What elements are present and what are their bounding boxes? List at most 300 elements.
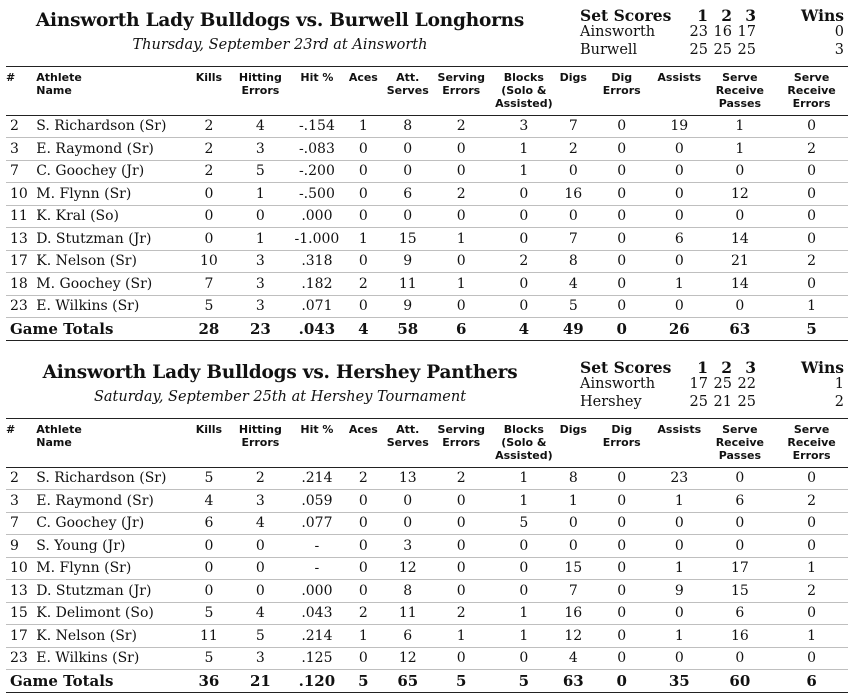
team-wins: 3 (834, 42, 844, 58)
stat-cell: 0 (775, 647, 848, 670)
stat-cell: 5 (188, 467, 230, 490)
athlete-name: K. Delimont (So) (36, 602, 187, 625)
stat-cell: -.500 (291, 183, 343, 206)
team-name: Ainsworth (580, 376, 656, 392)
stats-table (6, 67, 848, 341)
athlete-name: S. Richardson (Sr) (36, 115, 187, 138)
stat-cell: 1 (654, 273, 704, 296)
total-cell: 28 (188, 318, 230, 341)
stat-cell: 4 (557, 647, 589, 670)
stat-cell: 12 (705, 183, 776, 206)
stat-cell: 7 (557, 580, 589, 603)
set-scores-label: Set Scores (580, 358, 672, 377)
stat-cell: 1 (654, 557, 704, 580)
player-row (6, 273, 848, 296)
stat-cell: 1 (343, 228, 383, 251)
total-cell: 0 (589, 318, 654, 341)
set-score: 22 (737, 376, 756, 392)
stat-cell: .318 (291, 250, 343, 273)
stat-cell: 0 (343, 295, 383, 318)
stat-cell: 1 (230, 183, 291, 206)
stat-cell: 0 (775, 205, 848, 228)
player-row (6, 490, 848, 513)
stat-cell: 2 (775, 138, 848, 161)
stat-cell: 15 (557, 557, 589, 580)
column-header: Dig Errors (589, 67, 654, 115)
set-scores-team-row (575, 24, 850, 42)
athlete-name: E. Wilkins (Sr) (36, 295, 187, 318)
stat-cell: 4 (230, 512, 291, 535)
column-header: Dig Errors (589, 419, 654, 467)
stat-cell: .043 (291, 602, 343, 625)
total-cell: 5 (775, 318, 848, 341)
column-header: Kills (188, 67, 230, 115)
stat-cell: 4 (557, 273, 589, 296)
stat-cell: 0 (557, 535, 589, 558)
column-header: Digs (557, 67, 589, 115)
column-header: # (6, 419, 36, 467)
stat-cell: 0 (188, 535, 230, 558)
stat-cell: 13 (384, 467, 432, 490)
column-header: # (6, 67, 36, 115)
stat-cell: 0 (589, 183, 654, 206)
total-cell: 65 (384, 670, 432, 693)
team-wins: 1 (834, 376, 844, 392)
game-totals-row (6, 318, 848, 341)
team-wins: 2 (834, 394, 844, 410)
game-title: Ainsworth Lady Bulldogs vs. Hershey Panthers (42, 362, 518, 383)
player-number: 15 (6, 602, 36, 625)
set-scores-box (575, 358, 850, 412)
player-row (6, 295, 848, 318)
stat-cell: 0 (589, 228, 654, 251)
set-score: 23 (689, 24, 708, 40)
stat-cell: .125 (291, 647, 343, 670)
stat-cell: 3 (230, 295, 291, 318)
stat-cell: 0 (432, 205, 491, 228)
stat-cell: 0 (343, 580, 383, 603)
stat-cell: 0 (654, 250, 704, 273)
column-header: Serve Receive Errors (775, 419, 848, 467)
set-number: 2 (721, 358, 732, 377)
stat-cell: 8 (557, 250, 589, 273)
stat-cell: 2 (491, 250, 558, 273)
stat-cell: 3 (491, 115, 558, 138)
stat-cell: -.083 (291, 138, 343, 161)
stat-cell: 0 (343, 490, 383, 513)
column-header: Serve Receive Passes (705, 419, 776, 467)
stat-cell: 0 (589, 138, 654, 161)
stat-cell: 5 (188, 647, 230, 670)
stat-cell: 6 (188, 512, 230, 535)
total-cell: .120 (291, 670, 343, 693)
player-row (6, 228, 848, 251)
player-row (6, 205, 848, 228)
stat-cell: 0 (343, 183, 383, 206)
player-number: 13 (6, 228, 36, 251)
stat-cell: 0 (343, 557, 383, 580)
set-scores-team-row (575, 42, 850, 60)
athlete-name: C. Goochey (Jr) (36, 160, 187, 183)
stat-cell: 5 (230, 160, 291, 183)
column-header: Blocks (Solo & Assisted) (491, 67, 558, 115)
stat-cell: 0 (589, 557, 654, 580)
stat-cell: - (291, 557, 343, 580)
stat-cell: 0 (775, 115, 848, 138)
stat-cell: 0 (589, 512, 654, 535)
set-score: 25 (737, 42, 756, 58)
stat-cell: 0 (432, 647, 491, 670)
athlete-name: E. Wilkins (Sr) (36, 647, 187, 670)
stat-cell: 5 (188, 295, 230, 318)
player-number: 7 (6, 512, 36, 535)
stat-cell: .214 (291, 625, 343, 648)
stat-cell: 0 (384, 205, 432, 228)
total-cell: 6 (432, 318, 491, 341)
player-row (6, 580, 848, 603)
stat-cell: 0 (432, 535, 491, 558)
stat-cell: 2 (432, 115, 491, 138)
athlete-name: D. Stutzman (Jr) (36, 580, 187, 603)
stat-cell: 5 (557, 295, 589, 318)
player-number: 18 (6, 273, 36, 296)
total-cell: 0 (589, 670, 654, 693)
totals-label: Game Totals (6, 318, 188, 341)
stat-cell: -.200 (291, 160, 343, 183)
stat-cell: 1 (654, 625, 704, 648)
stat-cell: 0 (384, 160, 432, 183)
stat-cell: 0 (557, 160, 589, 183)
stat-cell: 0 (589, 625, 654, 648)
player-row (6, 602, 848, 625)
stat-cell: 0 (432, 512, 491, 535)
stat-cell: 8 (557, 467, 589, 490)
wins-label: Wins (800, 6, 844, 25)
stat-cell: 4 (230, 115, 291, 138)
stat-cell: 1 (775, 625, 848, 648)
stat-cell: 0 (654, 183, 704, 206)
stat-cell: 0 (705, 467, 776, 490)
column-header: Assists (654, 67, 704, 115)
stat-cell: 0 (775, 602, 848, 625)
game-header (0, 0, 852, 66)
stat-cell: 0 (705, 512, 776, 535)
total-cell: .043 (291, 318, 343, 341)
stat-cell: 0 (589, 490, 654, 513)
total-cell: 6 (775, 670, 848, 693)
stat-cell: 0 (775, 467, 848, 490)
stat-cell: .214 (291, 467, 343, 490)
stat-cell: 9 (654, 580, 704, 603)
stat-cell: .000 (291, 580, 343, 603)
stat-cell: 0 (589, 647, 654, 670)
stat-cell: 7 (188, 273, 230, 296)
total-cell: 63 (705, 318, 776, 341)
set-score: 25 (713, 42, 732, 58)
stat-cell: 1 (557, 490, 589, 513)
column-header: Aces (343, 419, 383, 467)
athlete-name: D. Stutzman (Jr) (36, 228, 187, 251)
team-wins: 0 (834, 24, 844, 40)
player-row (6, 535, 848, 558)
total-cell: 5 (491, 670, 558, 693)
player-number: 2 (6, 115, 36, 138)
stat-cell: 12 (384, 647, 432, 670)
stat-cell: 0 (491, 580, 558, 603)
wins-label: Wins (800, 358, 844, 377)
stat-cell: .182 (291, 273, 343, 296)
stat-cell: 2 (188, 160, 230, 183)
stat-cell: 0 (589, 535, 654, 558)
stat-cell: 0 (654, 205, 704, 228)
stat-cell: 0 (654, 647, 704, 670)
stat-cell: 2 (343, 602, 383, 625)
player-number: 13 (6, 580, 36, 603)
game-date-location: Thursday, September 23rd at Ainsworth (132, 37, 428, 53)
team-name: Burwell (580, 42, 638, 58)
athlete-name: K. Nelson (Sr) (36, 625, 187, 648)
total-cell: 36 (188, 670, 230, 693)
stat-cell: 0 (557, 205, 589, 228)
stat-cell: 0 (654, 602, 704, 625)
set-scores-team-row (575, 376, 850, 394)
stat-cell: 5 (188, 602, 230, 625)
stat-cell: 14 (705, 228, 776, 251)
column-header: Digs (557, 419, 589, 467)
athlete-name: C. Goochey (Jr) (36, 512, 187, 535)
stat-cell: 0 (775, 183, 848, 206)
player-row (6, 250, 848, 273)
player-number: 9 (6, 535, 36, 558)
stat-cell: 21 (705, 250, 776, 273)
stat-cell: 23 (654, 467, 704, 490)
stat-cell: 0 (432, 295, 491, 318)
column-header: Hitting Errors (230, 67, 291, 115)
stat-cell: 0 (188, 228, 230, 251)
stat-cell: 1 (491, 490, 558, 513)
stat-cell: 0 (589, 205, 654, 228)
stat-cell: 0 (432, 490, 491, 513)
stat-cell: 1 (230, 228, 291, 251)
stat-cell: 11 (384, 273, 432, 296)
stat-cell: 17 (705, 557, 776, 580)
stat-cell: 0 (775, 535, 848, 558)
total-cell: 35 (654, 670, 704, 693)
set-number: 3 (745, 6, 756, 25)
total-cell: 49 (557, 318, 589, 341)
stat-cell: 0 (491, 205, 558, 228)
stat-cell: 15 (384, 228, 432, 251)
stat-cell: 0 (589, 467, 654, 490)
stat-cell: 0 (491, 295, 558, 318)
stat-cell: 0 (654, 138, 704, 161)
stat-cell: 1 (705, 138, 776, 161)
stat-cell: 2 (775, 250, 848, 273)
player-row (6, 115, 848, 138)
stat-cell: .000 (291, 205, 343, 228)
stat-cell: .077 (291, 512, 343, 535)
stat-cell: 2 (432, 602, 491, 625)
player-row (6, 647, 848, 670)
totals-label: Game Totals (6, 670, 188, 693)
stat-cell: 16 (557, 602, 589, 625)
stat-cell: 9 (384, 295, 432, 318)
stat-cell: 4 (230, 602, 291, 625)
stat-cell: 0 (589, 273, 654, 296)
stat-cell: 0 (343, 535, 383, 558)
total-cell: 5 (343, 670, 383, 693)
athlete-name: M. Goochey (Sr) (36, 273, 187, 296)
stat-cell: 0 (343, 250, 383, 273)
stat-cell: 0 (705, 160, 776, 183)
player-row (6, 183, 848, 206)
athlete-name: E. Raymond (Sr) (36, 490, 187, 513)
stat-cell: 0 (230, 205, 291, 228)
stat-cell: -1.000 (291, 228, 343, 251)
set-number: 1 (697, 6, 708, 25)
total-cell: 26 (654, 318, 704, 341)
game-section-hershey (0, 352, 852, 690)
stat-cell: 6 (705, 602, 776, 625)
stat-cell: 0 (432, 250, 491, 273)
stat-cell: 16 (705, 625, 776, 648)
stat-cell: 6 (654, 228, 704, 251)
player-number: 23 (6, 647, 36, 670)
stat-cell: 1 (775, 557, 848, 580)
stat-cell: 0 (654, 535, 704, 558)
stat-cell: 0 (705, 535, 776, 558)
stat-cell: 6 (705, 490, 776, 513)
stat-cell: 0 (432, 138, 491, 161)
total-cell: 23 (230, 318, 291, 341)
stat-cell: 3 (230, 273, 291, 296)
total-cell: 4 (343, 318, 383, 341)
stat-cell: 0 (654, 160, 704, 183)
stat-cell: .059 (291, 490, 343, 513)
stat-cell: 1 (491, 625, 558, 648)
stat-cell: 0 (343, 205, 383, 228)
stat-cell: 12 (384, 557, 432, 580)
stat-cell: 0 (188, 183, 230, 206)
column-header: Blocks (Solo & Assisted) (491, 419, 558, 467)
stat-cell: 2 (557, 138, 589, 161)
stats-header-row (6, 67, 848, 115)
stat-cell: 0 (589, 602, 654, 625)
stat-cell: 0 (384, 490, 432, 513)
stat-cell: 1 (491, 160, 558, 183)
stat-cell: 0 (589, 115, 654, 138)
total-cell: 60 (705, 670, 776, 693)
player-number: 17 (6, 625, 36, 648)
stat-cell: 10 (188, 250, 230, 273)
set-score: 25 (737, 394, 756, 410)
stat-cell: 1 (705, 115, 776, 138)
stat-cell: 7 (557, 228, 589, 251)
stat-cell: 5 (491, 512, 558, 535)
stat-cell: 14 (705, 273, 776, 296)
player-number: 3 (6, 138, 36, 161)
player-number: 10 (6, 183, 36, 206)
player-number: 10 (6, 557, 36, 580)
stat-cell: 0 (188, 557, 230, 580)
total-cell: 21 (230, 670, 291, 693)
stat-cell: 0 (589, 580, 654, 603)
set-score: 25 (689, 42, 708, 58)
team-name: Ainsworth (580, 24, 656, 40)
stat-cell: 2 (343, 273, 383, 296)
set-score: 16 (713, 24, 732, 40)
athlete-name: S. Richardson (Sr) (36, 467, 187, 490)
stat-cell: - (291, 535, 343, 558)
stat-cell: 2 (432, 183, 491, 206)
set-scores-box (575, 6, 850, 60)
stat-cell: 0 (491, 183, 558, 206)
player-row (6, 160, 848, 183)
stat-cell: 1 (343, 115, 383, 138)
athlete-name: K. Kral (So) (36, 205, 187, 228)
stat-cell: 0 (589, 160, 654, 183)
stat-cell: 0 (491, 273, 558, 296)
set-score: 17 (689, 376, 708, 392)
set-scores-label: Set Scores (580, 6, 672, 25)
set-number: 1 (697, 358, 708, 377)
stat-cell: 0 (557, 512, 589, 535)
stat-cell: 1 (654, 490, 704, 513)
column-header: Att. Serves (384, 419, 432, 467)
stat-cell: 0 (491, 557, 558, 580)
stat-cell: 0 (491, 647, 558, 670)
player-row (6, 625, 848, 648)
player-row (6, 467, 848, 490)
game-section-burwell (0, 0, 852, 338)
total-cell: 63 (557, 670, 589, 693)
stat-cell: 1 (343, 625, 383, 648)
stat-cell: 0 (384, 512, 432, 535)
set-number: 3 (745, 358, 756, 377)
stat-cell: 0 (343, 512, 383, 535)
stat-cell: 3 (230, 138, 291, 161)
stat-cell: 11 (384, 602, 432, 625)
stat-cell: 0 (343, 647, 383, 670)
stat-cell: 0 (654, 512, 704, 535)
stat-cell: 0 (491, 535, 558, 558)
total-cell: 4 (491, 318, 558, 341)
set-scores-team-row (575, 394, 850, 412)
stats-table (6, 419, 848, 693)
set-score: 17 (737, 24, 756, 40)
team-name: Hershey (580, 394, 642, 410)
stat-cell: 0 (343, 138, 383, 161)
stat-cell: 16 (557, 183, 589, 206)
stat-cell: 12 (557, 625, 589, 648)
set-score: 25 (689, 394, 708, 410)
set-number: 2 (721, 6, 732, 25)
column-header: Hit % (291, 67, 343, 115)
stat-cell: 15 (705, 580, 776, 603)
stat-cell: 0 (432, 160, 491, 183)
stat-cell: 0 (230, 580, 291, 603)
column-header: Assists (654, 419, 704, 467)
column-header: Att. Serves (384, 67, 432, 115)
athlete-name: E. Raymond (Sr) (36, 138, 187, 161)
game-title: Ainsworth Lady Bulldogs vs. Burwell Longhorns (35, 10, 525, 31)
game-totals-row (6, 670, 848, 693)
set-scores-header (575, 6, 850, 24)
column-header: Aces (343, 67, 383, 115)
stat-cell: 1 (432, 228, 491, 251)
stat-cell: 1 (491, 138, 558, 161)
stat-cell: 0 (775, 512, 848, 535)
